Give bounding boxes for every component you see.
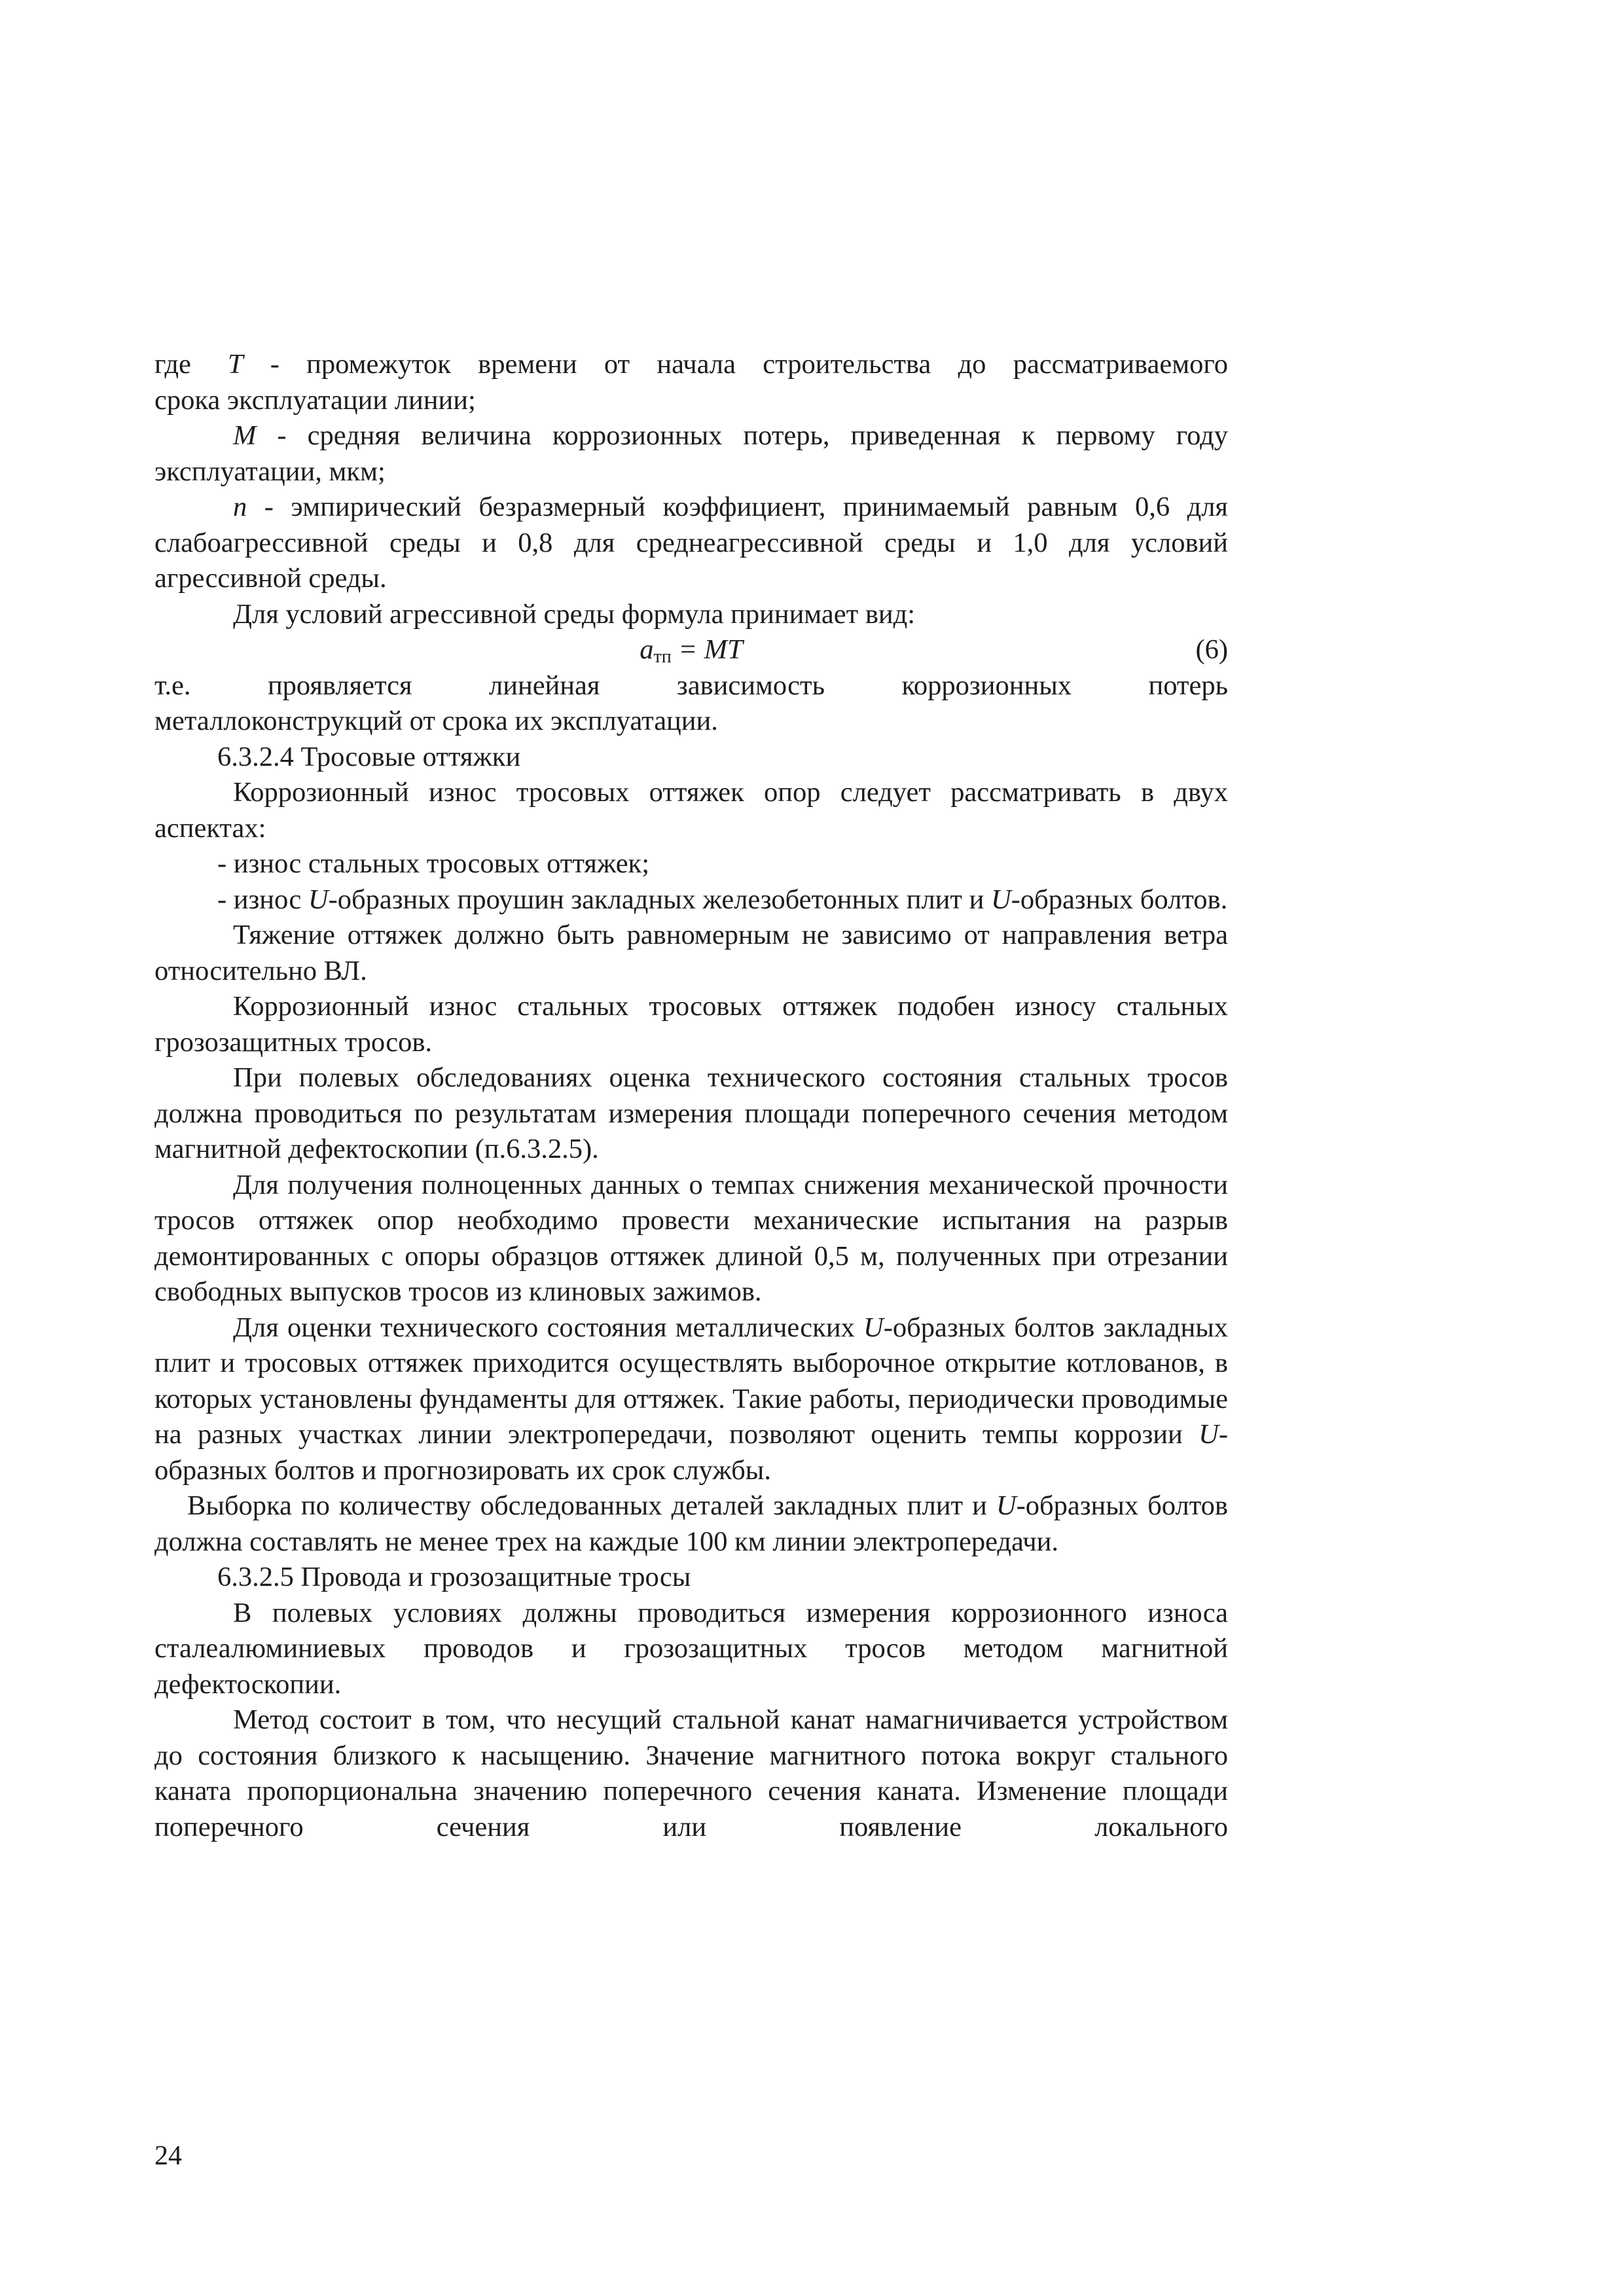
formula-6 xyxy=(154,632,1228,668)
word: проявляется xyxy=(267,670,412,701)
formula-intro: Для условий агрессивной среды формула принимает вид: xyxy=(233,598,916,630)
var-M: M xyxy=(233,420,257,451)
equation-number: (6) xyxy=(1195,634,1228,665)
definition-n-text: - эмпирический безразмерный коэффициент, принимаемый равным 0,6 для слабоагрессивной среды и 0,8 для среднеагрессивной среды и 1,0 для условий агрессивной среды. xyxy=(154,492,1228,594)
word: потерь xyxy=(1148,670,1228,701)
var-n: n xyxy=(233,492,247,522)
var-T: T xyxy=(227,349,244,380)
paragraph-sample: Выборка по количеству обследованных деталей закладных плит и U-образных болтов должна составлять не менее трех на каждые 100 км линии электропередачи. xyxy=(154,1490,1228,1557)
document-page xyxy=(154,347,1228,1845)
paragraph-assessment: Для оценки технического состояния металлических U-образных болтов закладных плит и тросовых оттяжек приходится осуществлять выборочное открытие котлованов, в которых установлены фундаменты для оттяжек. Такие работы, периодически проводимые на разных участках линии электропередачи, позволяют оценить темпы коррозии U-образных болтов и прогнозировать их срок службы. xyxy=(154,1312,1228,1486)
definition-M-text: - средняя величина коррозионных потерь, приведенная к первому году эксплуатации, мкм; xyxy=(154,420,1228,487)
where-T-line1 xyxy=(154,347,1228,383)
word: зависимость xyxy=(676,670,825,701)
page-number: 24 xyxy=(154,2141,182,2171)
formula-expression: $a_{тп}$ = MT xyxy=(640,634,743,667)
where-T-text1: - промежуток времени от начала строительства до рассматриваемого xyxy=(243,349,1228,380)
list-item-1: - износ стальных тросовых оттяжек; xyxy=(217,848,650,879)
where-T-line2: срока эксплуатации линии; xyxy=(154,384,476,416)
var-U: U xyxy=(308,884,329,915)
definition-n xyxy=(154,490,1228,597)
where-lead: где xyxy=(154,349,191,380)
var-U: U xyxy=(863,1312,884,1343)
paragraph-tension: Тяжение оттяжек должно быть равномерным не зависимо от направления ветра относительно ВЛ. xyxy=(154,920,1228,986)
list-item-2: - износ U-образных проушин закладных железобетонных плит и U-образных болтов. xyxy=(217,884,1228,915)
paragraph-aspects: Коррозионный износ тросовых оттяжек опор следует рассматривать в двух аспектах: xyxy=(154,777,1228,844)
after-formula-line2: металлоконструкций от срока их эксплуатации. xyxy=(154,706,718,736)
word: т.е. xyxy=(154,670,191,701)
word: линейная xyxy=(489,670,600,701)
var-U: U xyxy=(996,1490,1017,1521)
paragraph-field-conditions: В полевых условиях должны проводиться измерения коррозионного износа сталеалюминиевых проводов и грозозащитных тросов методом магнитной дефектоскопии. xyxy=(154,1597,1228,1700)
paragraph-data: Для получения полноценных данных о темпах снижения механической прочности тросов оттяжек опор необходимо провести механические испытания на разрыв демонтированных с опоры образцов оттяжек длиной 0,5 м, полученных при отрезании свободных выпусков тросов из клиновых зажимов. xyxy=(154,1169,1228,1307)
word: коррозионных xyxy=(901,670,1072,701)
definition-M xyxy=(154,418,1228,490)
formula-subscript: тп xyxy=(653,647,672,667)
var-U: U xyxy=(990,884,1011,915)
section-heading-6325: 6.3.2.5 Провода и грозозащитные тросы xyxy=(217,1562,691,1592)
paragraph-field-survey: При полевых обследованиях оценка технического состояния стальных тросов должна проводиться по результатам измерения площади поперечного сечения методом магнитной дефектоскопии (п.6.3.2.5). xyxy=(154,1062,1228,1164)
section-heading-6324: 6.3.2.4 Тросовые оттяжки xyxy=(217,741,521,772)
var-U: U xyxy=(1199,1419,1219,1450)
paragraph-method: Метод состоит в том, что несущий стальной канат намагничивается устройством до состояния близкого к насыщению. Значение магнитного потока вокруг стального каната пропорциональна значению поперечного сечения каната. Изменение площади поперечного сечения или появление локального xyxy=(154,1704,1228,1842)
paragraph-corrosion: Коррозионный износ стальных тросовых оттяжек подобен износу стальных грозозащитных тросов. xyxy=(154,991,1228,1058)
